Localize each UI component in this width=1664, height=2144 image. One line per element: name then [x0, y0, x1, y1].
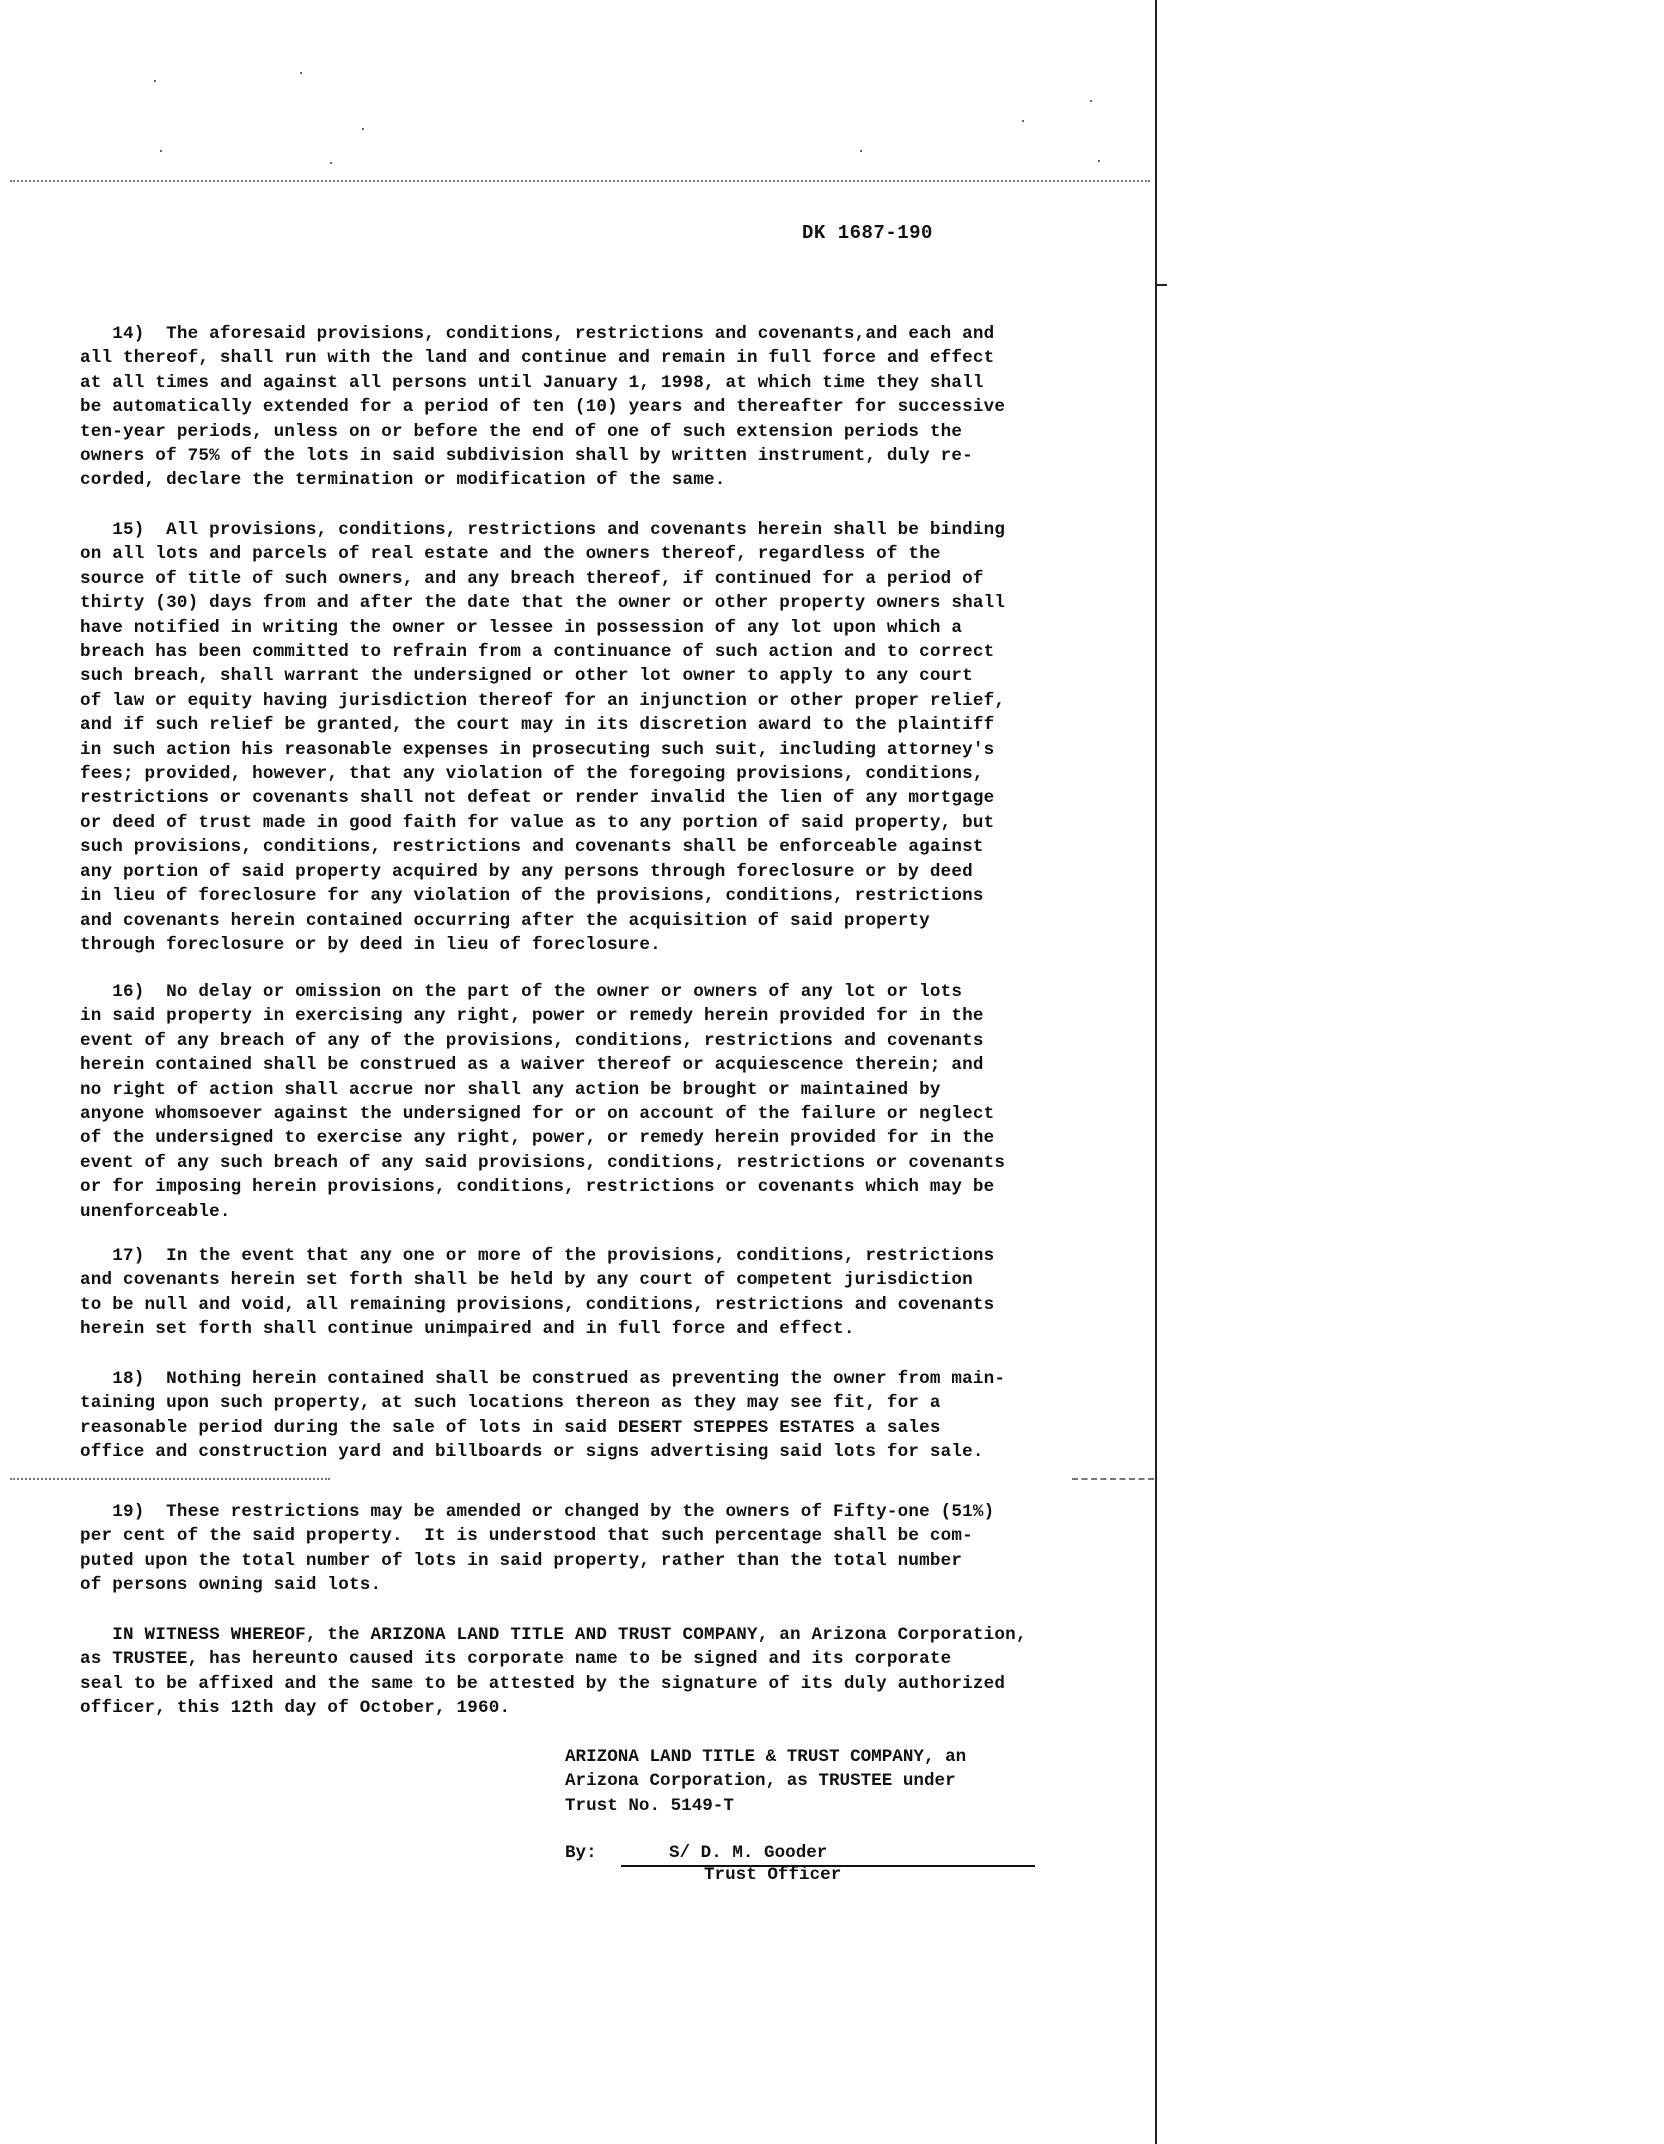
- scan-speck: [1022, 120, 1024, 122]
- document-number: DK 1687-190: [802, 222, 933, 244]
- paragraph-19: 19) These restrictions may be amended or changed by the owners of Fifty-one (51%) per cent of the said property. It is understood that such percentage shall be com- puted upon the total number of lots in said property, rather than the total number of persons owning said lots.: [80, 1502, 995, 1596]
- page-edge-line: [1155, 0, 1157, 2144]
- scan-speck: [330, 162, 332, 164]
- signer-name: S/ D. M. Gooder: [669, 1843, 828, 1863]
- scan-dashed-line-mid: [1072, 1478, 1154, 1480]
- paragraph-17: 17) In the event that any one or more of the provisions, conditions, restrictions and covenants herein set forth shall be held by any court of competent jurisdiction to be null and void, all remaining provisions, conditions, restrictions and covenants herein set forth shall continue unimpaired and in full force and effect.: [80, 1246, 995, 1340]
- scan-speck: [300, 72, 302, 74]
- scan-speck: [362, 128, 364, 130]
- scan-speck: [1098, 160, 1100, 162]
- signer-title: Trust Officer: [704, 1865, 842, 1885]
- page-edge-tick: [1157, 284, 1167, 286]
- paragraph-15: 15) All provisions, conditions, restrictions and covenants herein shall be binding on all lots and parcels of real estate and the owners thereof, regardless of the source of title of such owners, and any breach thereof, if continued for a period of thirty (30) days from and after the date that the owner or other property owners shall have notified in writing the owner or lessee in possession of any lot upon which a breach has been committed to refrain from a continuance of such action and to correct such breach, shall warrant the undersigned or other lot owner to apply to any court of law or equity having jurisdiction thereof for an injunction or other proper relief, and if such relief be granted, the court may in its discretion award to the plaintiff in such action his reasonable expenses in prosecuting such suit, including attorney's fees; provided, however, that any violation of the foregoing provisions, conditions, restrictions or covenants shall not defeat or render invalid the lien of any mortgage or deed of trust made in good faith for value as to any portion of said property, but such provisions, conditions, restrictions and covenants shall be enforceable against any portion of said property acquired by any persons through foreclosure or by deed in lieu of foreclosure for any violation of the provisions, conditions, restrictions and covenants herein contained occurring after the acquisition of said property through foreclosure or by deed in lieu of foreclosure.: [80, 520, 1006, 955]
- paragraph-16: 16) No delay or omission on the part of the owner or owners of any lot or lots in said property in exercising any right, power or remedy herein provided for in the event of any breach of any of the provisions, conditions, restrictions and covenants herein contained shall be construed as a waiver thereof or acquiescence therein; and no right of action shall accrue nor shall any action be brought or maintained by anyone whomsoever against the undersigned for or on account of the failure or neglect of the undersigned to exercise any right, power, or remedy herein provided for in the event of any such breach of any said provisions, conditions, restrictions or covenants or for imposing herein provisions, conditions, restrictions or covenants which may be unenforceable.: [80, 982, 1006, 1222]
- scan-speck: [154, 80, 156, 82]
- witness-clause: IN WITNESS WHEREOF, the ARIZONA LAND TITLE AND TRUST COMPANY, an Arizona Corporation, as TRUSTEE, has hereunto caused its corporate name to be signed and its corporate seal to be affixed and the same to be attested by the signature of its duly authorized officer, this 12th day of October, 1960.: [80, 1625, 1027, 1719]
- paragraph-18: 18) Nothing herein contained shall be construed as preventing the owner from main- taining upon such property, at such locations thereon as they may see fit, for a reasonable period during the sale of lots in said DESERT STEPPES ESTATES a sales office and construction yard and billboards or signs advertising said lots for sale.: [80, 1369, 1006, 1463]
- scan-speck: [160, 150, 162, 152]
- paragraph-14: 14) The aforesaid provisions, conditions, restrictions and covenants,and each and all thereof, shall run with the land and continue and remain in full force and effect at all times and against all persons until January 1, 1998, at which time they shall be automatically extended for a period of ten (10) years and thereafter for successive ten-year periods, unless on or before the end of one of such extension periods the owners of 75% of the lots in said subdivision shall by written instrument, duly re- corded, declare the termination or modification of the same.: [80, 324, 1006, 491]
- scan-dotted-line-mid: [10, 1478, 330, 1480]
- scan-dotted-line-top: [10, 180, 1150, 182]
- scan-speck: [860, 150, 862, 152]
- scan-speck: [1090, 100, 1092, 102]
- by-label: By:: [565, 1843, 597, 1863]
- trustee-block: ARIZONA LAND TITLE & TRUST COMPANY, an Arizona Corporation, as TRUSTEE under Trust No. 5149-T: [565, 1747, 967, 1816]
